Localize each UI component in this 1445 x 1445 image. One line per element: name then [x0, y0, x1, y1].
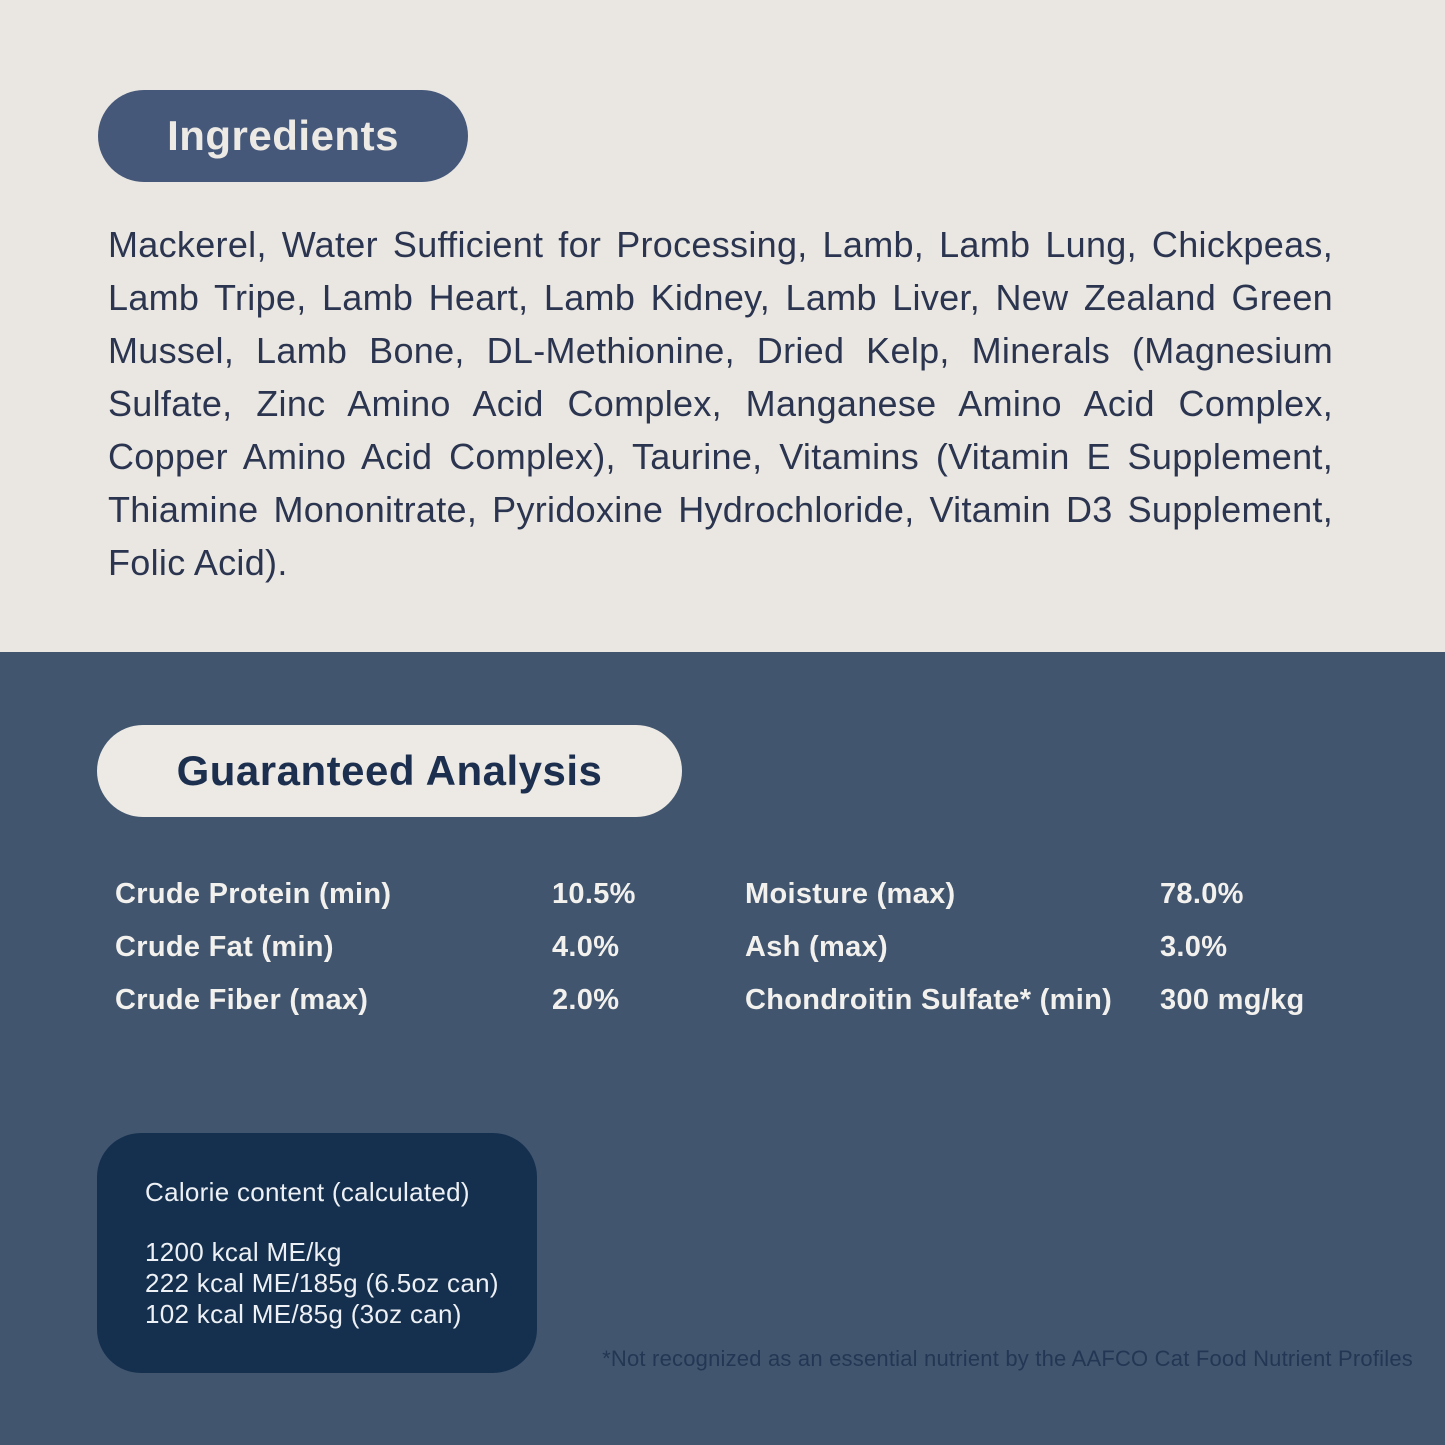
ingredients-section — [0, 0, 1445, 652]
ingredients-heading-label: Ingredients — [167, 112, 399, 159]
guaranteed-analysis-section — [0, 652, 1445, 1445]
calorie-line-small-can: 102 kcal ME/85g (3oz can) — [145, 1299, 462, 1329]
analysis-label: Crude Fiber (max) — [115, 984, 369, 1016]
calorie-content-box — [97, 1133, 537, 1373]
analysis-value: 3.0% — [1160, 931, 1228, 963]
ingredients-heading-pill — [98, 90, 468, 182]
table-row — [115, 868, 636, 921]
analysis-value: 4.0% — [552, 931, 620, 963]
analysis-label: Ash (max) — [745, 931, 888, 963]
calorie-line-large-can: 222 kcal ME/185g (6.5oz can) — [145, 1268, 499, 1298]
analysis-label: Crude Fat (min) — [115, 931, 334, 963]
analysis-value: 300 mg/kg — [1160, 984, 1305, 1016]
analysis-value: 10.5% — [552, 878, 636, 910]
calorie-line-kg: 1200 kcal ME/kg — [145, 1237, 342, 1267]
analysis-table-left-column — [115, 868, 636, 1027]
analysis-value: 78.0% — [1160, 878, 1244, 910]
table-row — [745, 868, 1305, 921]
table-row — [745, 974, 1305, 1027]
guaranteed-analysis-heading-pill — [97, 725, 682, 817]
analysis-value: 2.0% — [552, 984, 620, 1016]
ingredients-text: Mackerel, Water Sufficient for Processing, Lamb, Lamb Lung, Chickpeas, Lamb Tripe, Lamb Heart, Lamb Kidney, Lamb Liver, New Zealand Green Mussel, Lamb Bone, DL-Methionine, Dried Kelp, Minerals (Magnesium Sulfate, Zinc Amino Acid Complex, Manganese Amino Acid Complex, Copper Amino Acid Complex), Taurine, Vitamins (Vitamin E Supplement, Thiamine Mononitrate, Pyridoxine Hydrochloride, Vitamin D3 Supplement, Folic Acid). — [108, 224, 1333, 583]
table-row — [115, 974, 636, 1027]
analysis-label: Crude Protein (min) — [115, 878, 392, 910]
aafco-footnote: *Not recognized as an essential nutrient by the AAFCO Cat Food Nutrient Profiles — [602, 1346, 1413, 1371]
calorie-content-title: Calorie content (calculated) — [145, 1177, 470, 1207]
analysis-table-right-column — [745, 868, 1305, 1027]
analysis-label: Chondroitin Sulfate* (min) — [745, 984, 1113, 1016]
guaranteed-analysis-heading-label: Guaranteed Analysis — [176, 747, 603, 794]
analysis-label: Moisture (max) — [745, 878, 956, 910]
calorie-content-values — [145, 1237, 511, 1330]
table-row — [115, 921, 636, 974]
table-row — [745, 921, 1305, 974]
